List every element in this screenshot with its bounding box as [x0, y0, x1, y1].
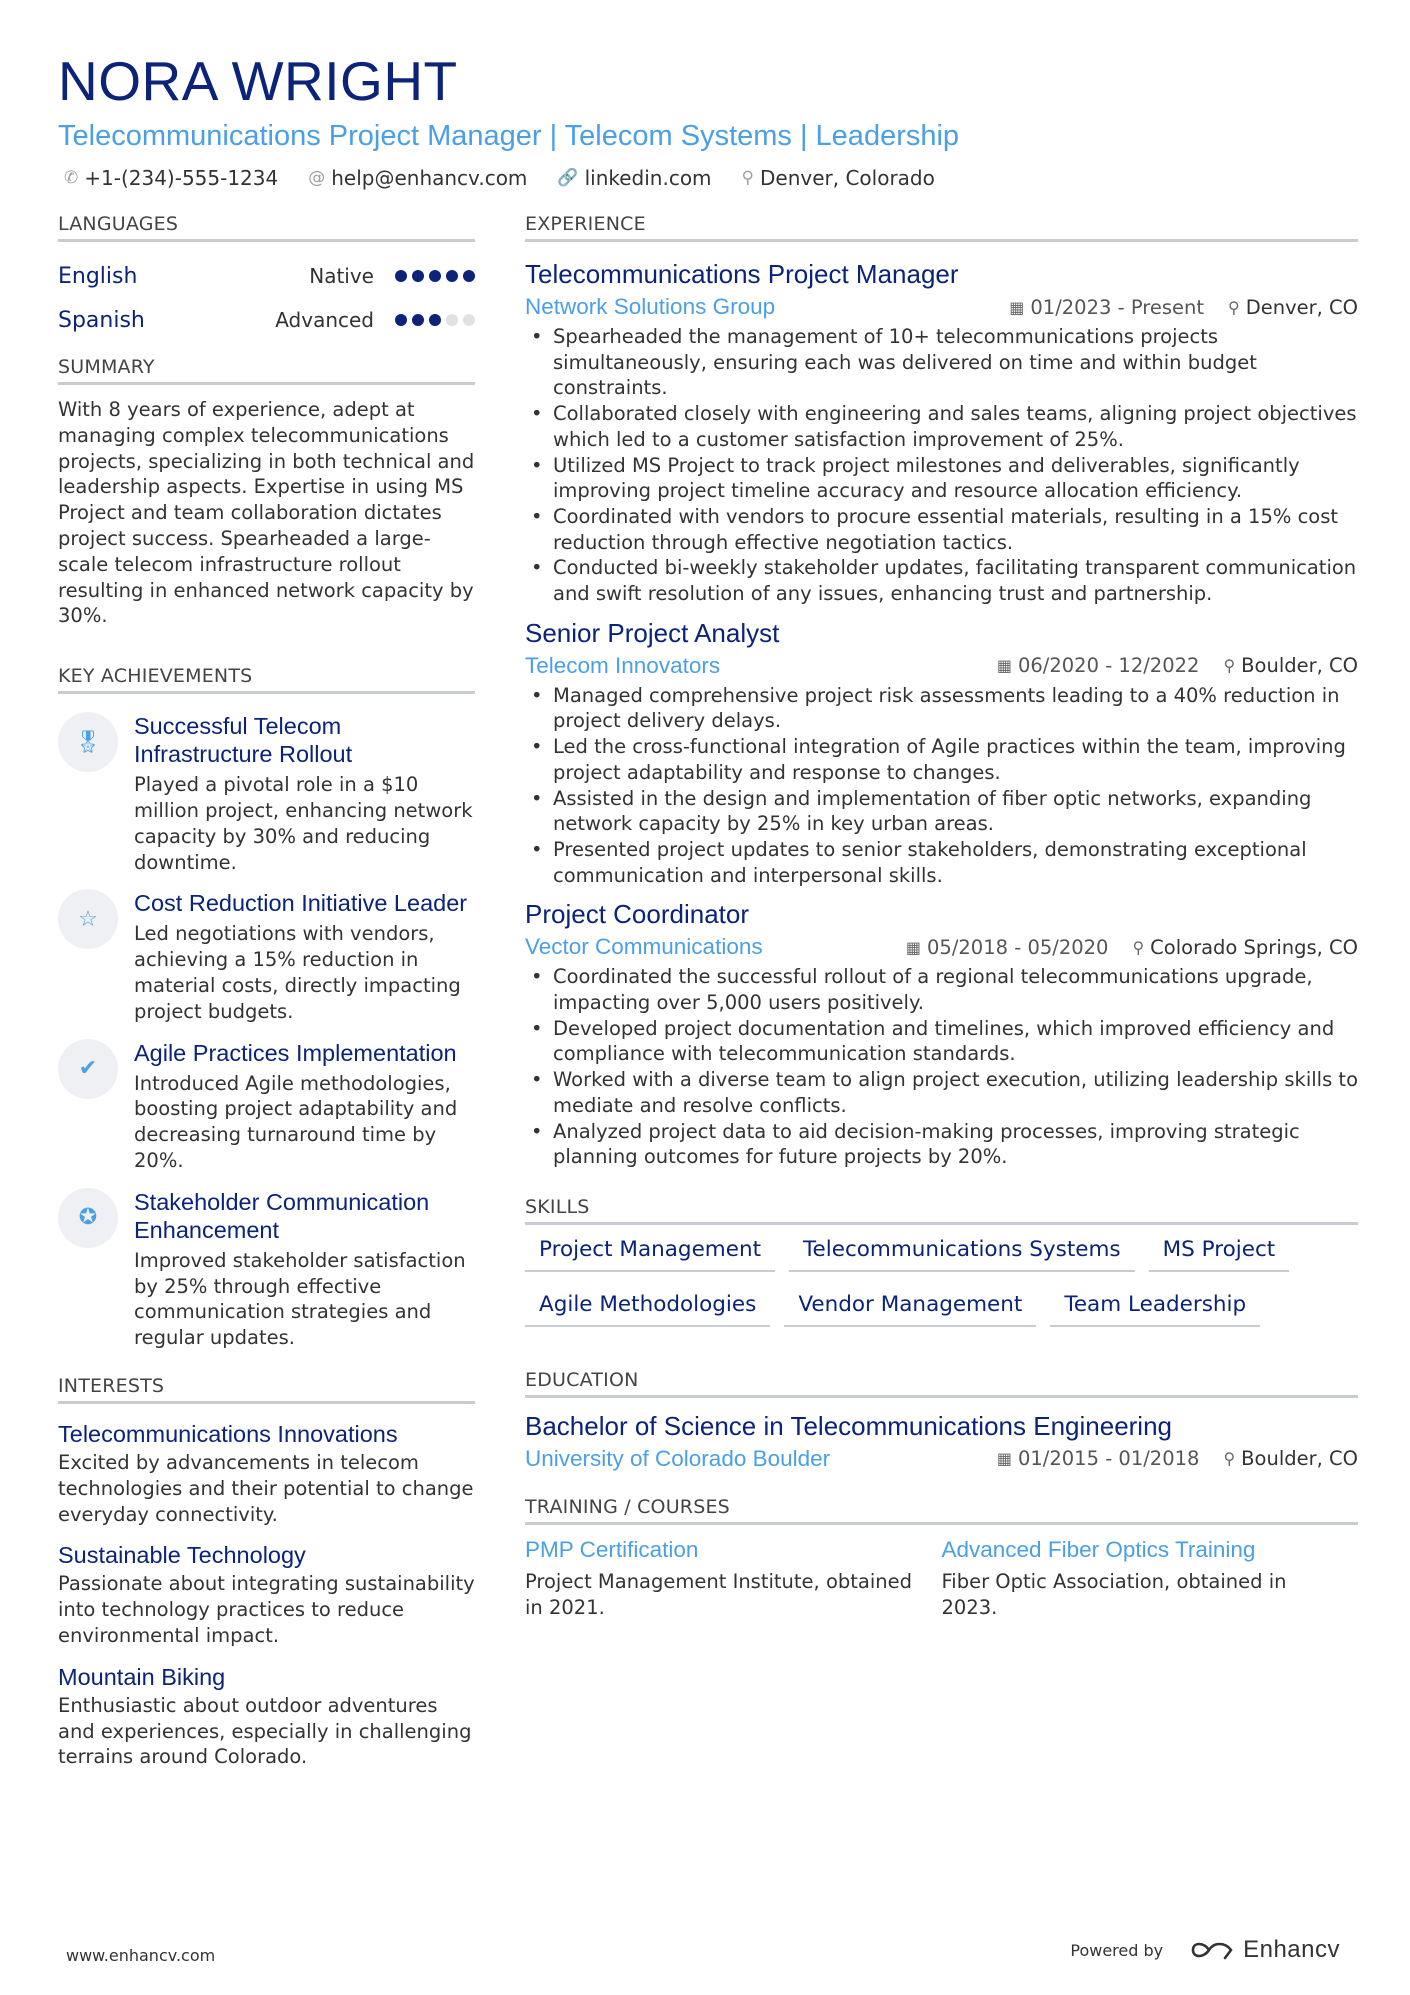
rating-dot — [395, 314, 407, 326]
link-icon: 🔗 — [557, 168, 579, 188]
achievement-item — [58, 1188, 475, 1351]
contact-location-text: Denver, Colorado — [760, 166, 935, 190]
language-item — [58, 254, 475, 298]
language-rating — [390, 314, 475, 326]
footer-website[interactable]: www.enhancv.com — [66, 1946, 216, 1965]
job-meta — [525, 653, 1358, 679]
job-meta — [525, 934, 1358, 960]
achievement-title: Stakeholder Communication Enhancement — [134, 1188, 430, 1243]
contact-location — [742, 166, 935, 190]
calendar-icon: ▦ — [996, 1449, 1012, 1469]
job-title: Senior Project Analyst — [525, 617, 780, 648]
job-dates: 06/2020 - 12/2022 — [1017, 654, 1200, 678]
skill-tag: Telecommunications Systems — [789, 1237, 1135, 1272]
training-section-title: TRAINING / COURSES — [525, 1496, 1358, 1525]
enhancv-logo-icon — [1189, 1938, 1235, 1962]
interest-title: Sustainable Technology — [58, 1542, 306, 1569]
interest-title: Telecommunications Innovations — [58, 1420, 398, 1447]
job-entry — [525, 258, 1358, 607]
job-dates: 05/2018 - 05/2020 — [927, 935, 1109, 959]
location-pin-icon: ⚲ — [1132, 937, 1145, 957]
summary-section-title: SUMMARY — [58, 356, 475, 385]
achievement-item — [58, 889, 475, 1024]
achievement-title: Cost Reduction Initiative Leader — [134, 890, 468, 917]
achievement-text: Improved stakeholder satisfaction by 25% through effective communication strategies and regular updates. — [134, 1248, 466, 1350]
training-text: Project Management Institute, obtained in 2021. — [525, 1569, 913, 1619]
interests-list — [58, 1420, 475, 1770]
achievements-section-title: KEY ACHIEVEMENTS — [58, 665, 475, 694]
job-bullet: • Utilized MS Project to track project milestones and deliverables, significantly improving project timeline accuracy and resource allocation efficiency. — [525, 453, 1358, 504]
location-pin-icon: ⚲ — [1227, 297, 1240, 317]
job-bullet: • Conducted bi-weekly stakeholder updates, facilitating transparent communication and swift resolution of any issues, enhancing trust and partnership. — [525, 555, 1358, 606]
candidate-name: NORA WRIGHT — [58, 50, 458, 112]
calendar-icon: ▦ — [905, 937, 921, 957]
skill-tag: MS Project — [1149, 1237, 1290, 1272]
job-bullet: • Assisted in the design and implementation of fiber optic networks, expanding network capacity by 25% in key urban areas. — [525, 786, 1358, 837]
job-bullets — [525, 683, 1358, 889]
job-location: Boulder, CO — [1241, 654, 1358, 678]
rating-dot — [429, 270, 441, 282]
check-icon: ✔ — [58, 1039, 118, 1099]
job-entry — [525, 898, 1358, 1170]
interest-item — [58, 1663, 475, 1770]
interest-text: Enthusiastic about outdoor adventures and experiences, especially in challenging terrains around Colorado. — [58, 1693, 472, 1769]
school-name: University of Colorado Boulder — [525, 1445, 831, 1471]
job-bullet: • Worked with a diverse team to align project execution, utilizing leadership skills to mediate and resolve conflicts. — [525, 1067, 1358, 1118]
degree-title: Bachelor of Science in Telecommunications Engineering — [525, 1410, 1173, 1441]
job-bullet: • Developed project documentation and timelines, which improved efficiency and compliance with telecommunication standards. — [525, 1016, 1358, 1067]
languages-list — [58, 254, 475, 342]
contact-phone[interactable] — [64, 166, 278, 190]
skill-tag: Vendor Management — [784, 1292, 1036, 1327]
achievement-item — [58, 712, 475, 875]
summary-text: With 8 years of experience, adept at managing complex telecommunications projects, specializing in both technical and leadership aspects. Expertise in using MS Project and team collaboration dictates project success. Spearheaded a large-scale telecom infrastructure rollout resulting in enhanced network capacity by 30%. — [58, 398, 475, 628]
interest-title: Mountain Biking — [58, 1663, 226, 1690]
rating-dot — [412, 270, 424, 282]
language-level: Advanced — [275, 308, 374, 332]
training-item — [525, 1537, 942, 1621]
training-title: PMP Certification — [525, 1536, 699, 1562]
job-entry — [525, 617, 1358, 889]
rating-dot — [446, 314, 458, 326]
interest-item — [58, 1541, 475, 1648]
star-icon: ☆ — [58, 889, 118, 949]
job-bullet: • Spearheaded the management of 10+ telecommunications projects simultaneously, ensuring each was delivered on time and within budget constraints. — [525, 324, 1358, 401]
job-title: Telecommunications Project Manager — [525, 259, 959, 289]
contact-linkedin[interactable] — [557, 166, 711, 190]
language-name: Spanish — [58, 307, 145, 333]
contact-phone-text: +1-(234)-555-1234 — [84, 166, 279, 190]
experience-section-title: EXPERIENCE — [525, 213, 1358, 242]
phone-icon: ✆ — [64, 168, 79, 188]
education-entry — [525, 1410, 1358, 1472]
rating-dot — [395, 270, 407, 282]
job-bullet: • Led the cross-functional integration of Agile practices within the team, improving project adaptability and response to changes. — [525, 734, 1358, 785]
education-meta — [525, 1446, 1358, 1472]
rating-dot — [412, 314, 424, 326]
achievements-list — [58, 712, 475, 1351]
location-pin-icon: ⚲ — [1223, 1449, 1236, 1469]
skills-list — [525, 1237, 1358, 1347]
at-icon: @ — [308, 168, 326, 188]
job-dates: 01/2023 - Present — [1030, 295, 1204, 319]
job-location: Colorado Springs, CO — [1150, 935, 1358, 959]
training-list — [525, 1537, 1358, 1621]
company-name: Vector Communications — [525, 934, 763, 960]
rating-dot — [463, 314, 475, 326]
candidate-headline: Telecommunications Project Manager | Telecom Systems | Leadership — [58, 120, 960, 152]
footer-branding — [1070, 1936, 1340, 1964]
interest-text: Passionate about integrating sustainability into technology practices to reduce environmental impact. — [58, 1572, 475, 1647]
company-name: Network Solutions Group — [525, 294, 776, 319]
skill-tag: Team Leadership — [1050, 1292, 1260, 1327]
achievement-text: Led negotiations with vendors, achieving a 15% reduction in material costs, directly impacting project budgets. — [134, 922, 461, 1023]
education-location: Boulder, CO — [1241, 1447, 1358, 1471]
job-bullet: • Collaborated closely with engineering and sales teams, aligning project objectives which led to a customer satisfaction improvement of 25%. — [525, 401, 1358, 452]
achievement-title: Successful Telecom Infrastructure Rollout — [134, 713, 353, 768]
rating-dot — [463, 270, 475, 282]
job-bullets — [525, 964, 1358, 1170]
job-bullets — [525, 324, 1358, 607]
left-column — [58, 213, 475, 1784]
interests-section-title: INTERESTS — [58, 1375, 475, 1404]
contact-linkedin-text: linkedin.com — [584, 166, 712, 190]
language-item — [58, 298, 475, 342]
company-name: Telecom Innovators — [525, 652, 721, 678]
job-bullet: • Analyzed project data to aid decision-making processes, improving strategic planning outcomes for future projects by 20%. — [525, 1119, 1358, 1170]
training-item — [942, 1537, 1359, 1621]
achievement-item — [58, 1039, 475, 1174]
language-name: English — [58, 263, 138, 289]
award-icon: 🎖 — [58, 712, 118, 772]
education-dates: 01/2015 - 01/2018 — [1017, 1447, 1200, 1471]
rating-dot — [429, 314, 441, 326]
job-title: Project Coordinator — [525, 899, 749, 930]
calendar-icon: ▦ — [996, 656, 1012, 676]
skills-section-title: SKILLS — [525, 1196, 1358, 1225]
contact-bar — [64, 166, 1358, 190]
interest-item — [58, 1420, 475, 1527]
right-column — [525, 213, 1358, 1621]
job-bullet: • Coordinated with vendors to procure essential materials, resulting in a 15% cost reduction through effective negotiation tactics. — [525, 504, 1358, 555]
language-rating — [390, 270, 475, 282]
job-bullet: • Coordinated the successful rollout of a regional telecommunications upgrade, impacting over 5,000 users positively. — [525, 964, 1358, 1015]
language-level: Native — [309, 264, 374, 288]
education-section-title: EDUCATION — [525, 1369, 1358, 1398]
skill-tag: Agile Methodologies — [525, 1292, 770, 1327]
job-bullet: • Managed comprehensive project risk assessments leading to a 40% reduction in project delivery delays. — [525, 683, 1358, 734]
job-location: Denver, CO — [1245, 295, 1358, 319]
job-bullet: • Presented project updates to senior stakeholders, demonstrating exceptional communication and interpersonal skills. — [525, 837, 1358, 888]
skill-tag: Project Management — [525, 1237, 775, 1272]
job-meta — [525, 294, 1358, 320]
star-badge-icon: ✪ — [58, 1188, 118, 1248]
brand-name: Enhancv — [1243, 1936, 1340, 1963]
resume-header — [58, 52, 1358, 190]
interest-text: Excited by advancements in telecom technologies and their potential to change everyday connectivity. — [58, 1450, 474, 1526]
training-text: Fiber Optic Association, obtained in 2023. — [941, 1569, 1287, 1619]
contact-email-text: help@enhancv.com — [331, 166, 528, 190]
achievement-text: Played a pivotal role in a $10 million project, enhancing network capacity by 30% and reducing downtime. — [134, 773, 473, 874]
languages-section-title: LANGUAGES — [58, 213, 475, 242]
training-title: Advanced Fiber Optics Training — [941, 1536, 1256, 1562]
powered-by-label: Powered by — [1070, 1940, 1164, 1960]
achievement-text: Introduced Agile methodologies, boosting project adaptability and decreasing turnaround time by 20%. — [134, 1071, 458, 1172]
rating-dot — [446, 270, 458, 282]
contact-email[interactable] — [308, 166, 527, 190]
achievement-title: Agile Practices Implementation — [134, 1039, 457, 1066]
calendar-icon: ▦ — [1009, 297, 1025, 317]
location-icon: ⚲ — [741, 168, 754, 188]
location-pin-icon: ⚲ — [1223, 656, 1236, 676]
